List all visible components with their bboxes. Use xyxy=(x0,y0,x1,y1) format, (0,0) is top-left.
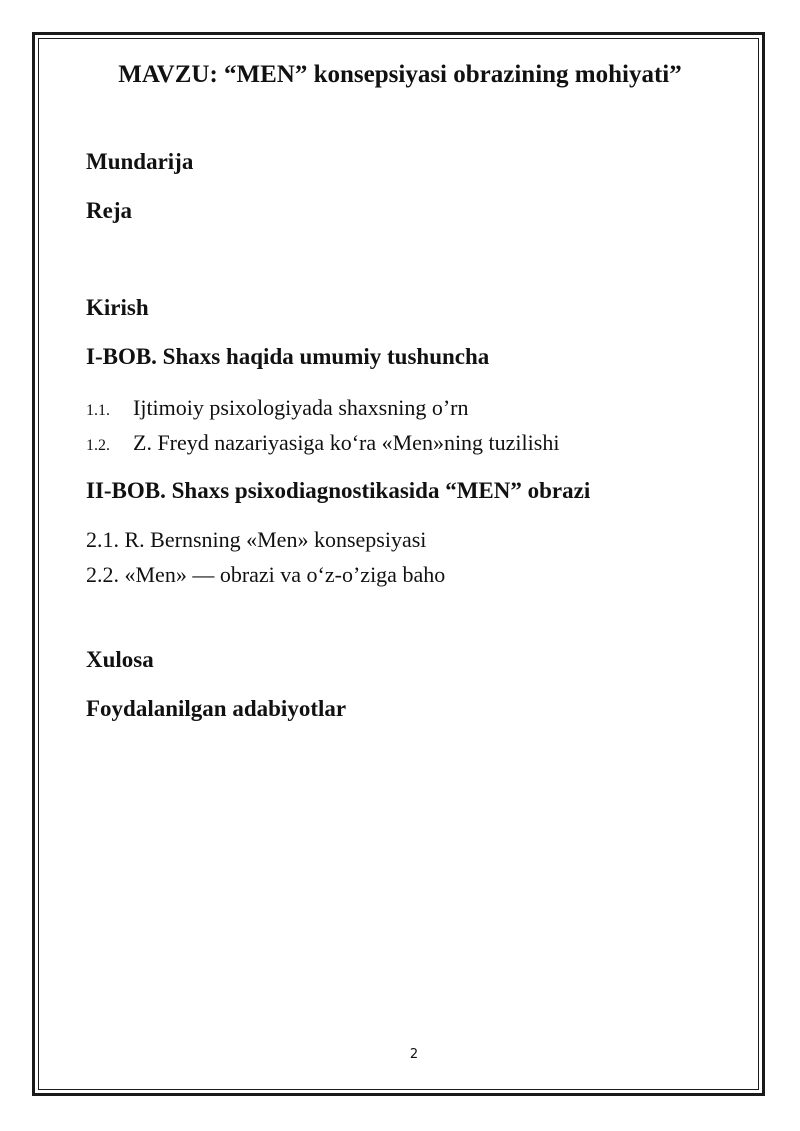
intro-heading: Kirish xyxy=(86,295,149,320)
chapter1-heading: I-BOB. Shaxs haqida umumiy tushuncha xyxy=(86,344,490,369)
section-1-2 xyxy=(86,427,559,462)
section-number: 1.1. xyxy=(86,402,110,419)
section-number: 1.2. xyxy=(86,437,110,454)
chapter2-heading: II-BOB. Shaxs psixodiagnostikasida “MEN” obrazi xyxy=(86,478,591,503)
section-text: Ijtimoiy psixologiyada shaxsning o’rn xyxy=(133,395,469,420)
contents-heading: Mundarija xyxy=(86,149,194,174)
document-title: MAVZU: “MEN” konsepsiyasi obrazining mohiyati” xyxy=(118,61,682,88)
section-2-1: 2.1. R. Bernsning «Men» konsepsiyasi xyxy=(86,527,427,552)
references-heading: Foydalanilgan adabiyotlar xyxy=(86,696,347,721)
conclusion-heading: Xulosa xyxy=(86,647,154,672)
section-text: Z. Freyd nazariyasiga ko‘ra «Men»ning tuzilishi xyxy=(133,430,560,455)
section-2-2: 2.2. «Men» — obrazi va o‘z-o’ziga baho xyxy=(86,562,446,587)
section-1-1 xyxy=(86,392,468,427)
page-number: 2 xyxy=(409,1047,419,1062)
plan-heading: Reja xyxy=(86,198,132,223)
